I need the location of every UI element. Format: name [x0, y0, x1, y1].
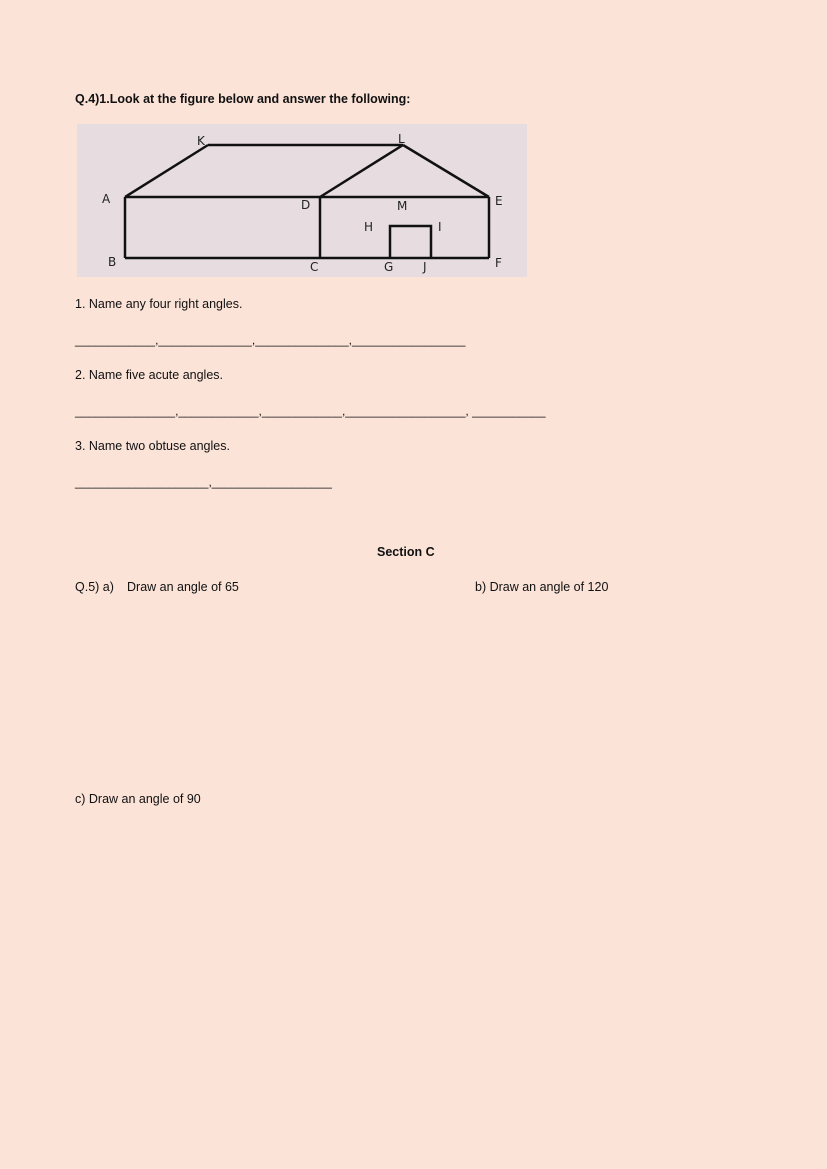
question-3-answer-line[interactable]: ____________________,__________________ [75, 475, 332, 489]
label-J: J [423, 260, 427, 274]
question-1-text: 1. Name any four right angles. [75, 297, 243, 311]
question-1-answer-line[interactable]: ____________,______________,______________,_________________ [75, 333, 466, 347]
label-K: K [197, 134, 205, 148]
door-GHIJ [390, 226, 431, 258]
segment-DL [320, 145, 403, 197]
label-C: C [310, 260, 319, 274]
segment-AK [125, 145, 208, 197]
label-F: F [495, 256, 502, 270]
label-E: E [495, 194, 503, 208]
question-2-answer-line[interactable]: _______________,____________,____________,__________________, ___________ [75, 404, 546, 418]
question-3-text: 3. Name two obtuse angles. [75, 439, 230, 453]
label-A: A [102, 192, 111, 206]
question-5c-text: c) Draw an angle of 90 [75, 792, 201, 806]
question-5b-text: b) Draw an angle of 120 [475, 580, 609, 594]
label-L: L [398, 132, 405, 146]
house-diagram [77, 124, 527, 277]
label-M: M [397, 199, 408, 213]
label-D: D [301, 198, 311, 212]
section-c-title: Section C [377, 545, 435, 559]
question-4-heading: Q.4)1.Look at the figure below and answer the following: [75, 92, 411, 106]
label-B: B [108, 255, 117, 269]
segment-LE [403, 145, 489, 197]
question-5-label: Q.5) a) [75, 580, 114, 594]
label-H: H [364, 220, 374, 234]
label-I: I [438, 220, 442, 234]
question-2-text: 2. Name five acute angles. [75, 368, 223, 382]
question-5a-text: Draw an angle of 65 [127, 580, 239, 594]
label-G: G [384, 260, 394, 274]
house-figure [77, 124, 527, 277]
